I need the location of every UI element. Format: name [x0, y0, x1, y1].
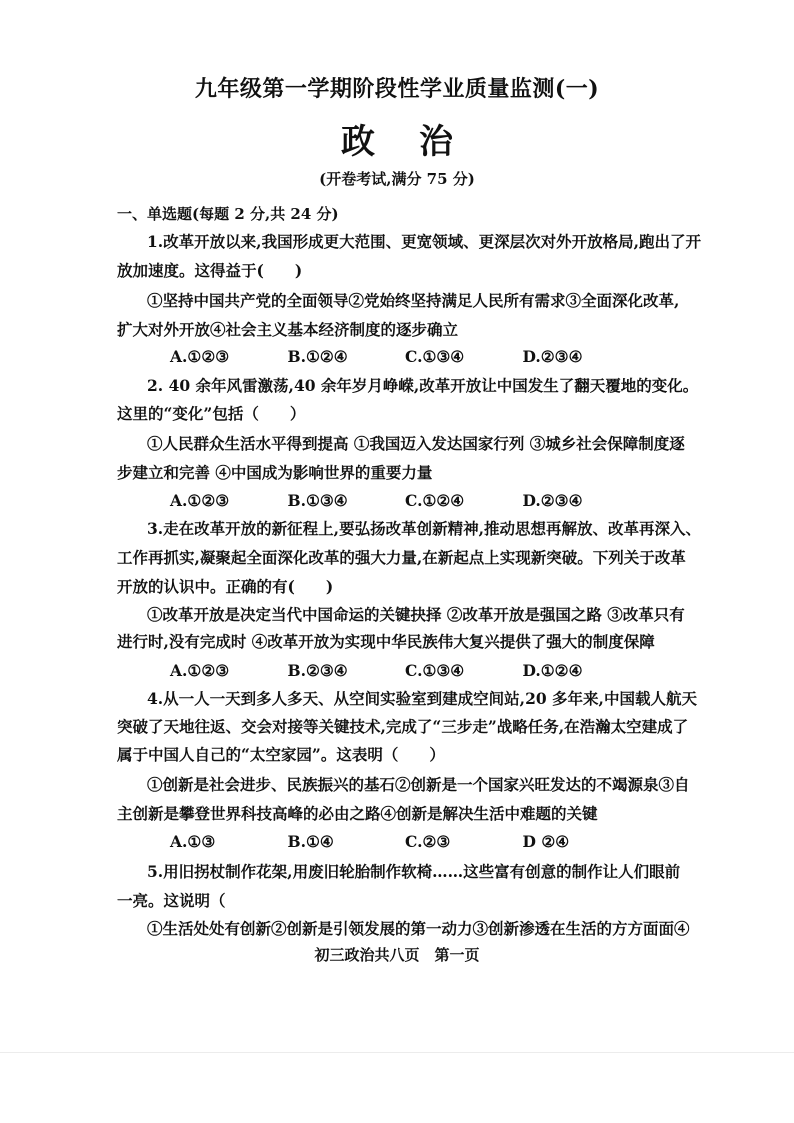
page-footer: 初三政治共八页 第一页: [314, 946, 480, 964]
option-b: B.②③④: [287, 661, 348, 680]
page-divider: [0, 1052, 794, 1053]
question-4-options: [170, 832, 640, 852]
option-c: C.②③: [405, 832, 451, 851]
question-3-statement-1: ①改革开放是决定当代中国命运的关键抉择 ②改革开放是强国之路 ③改革只有: [147, 605, 685, 624]
question-5-line-1: 5.用旧拐杖制作花架,用废旧轮胎制作软椅……这些富有创意的制作让人们眼前: [147, 862, 681, 881]
option-a: A.①②③: [170, 347, 230, 366]
question-1-options: [170, 347, 640, 367]
exam-info: (开卷考试,满分 75 分): [319, 170, 475, 188]
option-c: C.①③④: [405, 661, 465, 680]
question-4-line-2: 突破了天地往返、交会对接等关键技术,完成了“三步走”战略任务,在浩瀚太空建成了: [117, 717, 689, 736]
question-1-statement-2: 扩大对外开放④社会主义基本经济制度的逐步确立: [117, 320, 459, 339]
question-2-line-1: 2. 40 余年风雷激荡,40 余年岁月峥嵘,改革开放让中国发生了翻天覆地的变化。: [147, 376, 699, 395]
question-3-line-3: 开放的认识中。正确的有( ): [117, 577, 334, 596]
question-1-line-2: 放加速度。这得益于( ): [117, 261, 303, 280]
option-d: D.②③④: [522, 491, 583, 510]
question-3-line-2: 工作再抓实,凝聚起全面深化改革的强大力量,在新起点上实现新突破。下列关于改革: [117, 548, 686, 567]
subject-title: 政治: [341, 122, 497, 162]
question-5-line-2: 一亮。这说明（: [117, 891, 226, 910]
option-d: D ②④: [522, 832, 570, 851]
option-d: D.①②④: [522, 661, 583, 680]
option-c: C.①②④: [405, 491, 465, 510]
exam-title: 九年级第一学期阶段性学业质量监测(一): [194, 76, 600, 102]
question-5-statement-1: ①生活处处有创新②创新是引领发展的第一动力③创新渗透在生活的方方面面④: [147, 919, 690, 938]
question-2-options: [170, 491, 640, 511]
option-b: B.①②④: [287, 347, 348, 366]
question-2-statement-1: ①人民群众生活水平得到提高 ①我国迈入发达国家行列 ③城乡社会保障制度逐: [147, 434, 685, 453]
section-title: 一、单选题(每题 2 分,共 24 分): [117, 205, 339, 223]
option-b: B.①④: [287, 832, 334, 851]
option-a: A.①②③: [170, 491, 230, 510]
option-a: A.①③: [170, 832, 216, 851]
option-a: A.①②③: [170, 661, 230, 680]
question-3-options: [170, 661, 640, 681]
option-d: D.②③④: [522, 347, 583, 366]
question-3-statement-2: 进行时,没有完成时 ④改革开放为实现中华民族伟大复兴提供了强大的制度保障: [117, 632, 655, 651]
option-c: C.①③④: [405, 347, 465, 366]
question-4-statement-2: 主创新是攀登世界科技高峰的必由之路④创新是解决生活中难题的关键: [117, 804, 598, 823]
question-2-line-2: 这里的“变化”包括（ ）: [117, 404, 306, 423]
question-4-line-3: 属于中国人自己的“太空家园”。这表明（ ）: [117, 745, 445, 764]
option-b: B.①③④: [287, 491, 348, 510]
question-2-statement-2: 步建立和完善 ④中国成为影响世界的重要力量: [117, 463, 433, 482]
question-3-line-1: 3.走在改革开放的新征程上,要弘扬改革创新精神,推动思想再解放、改革再深入、: [147, 519, 701, 538]
question-1-statement-1: ①坚持中国共产党的全面领导②党始终坚持满足人民所有需求③全面深化改革,: [147, 291, 680, 310]
question-4-line-1: 4.从一人一天到多人多天、从空间实验室到建成空间站,20 多年来,中国载人航天: [147, 689, 697, 708]
question-1-line-1: 1.改革开放以来,我国形成更大范围、更宽领域、更深层次对外开放格局,跑出了开: [147, 232, 701, 251]
question-4-statement-1: ①创新是社会进步、民族振兴的基石②创新是一个国家兴旺发达的不竭源泉③自: [147, 775, 690, 794]
